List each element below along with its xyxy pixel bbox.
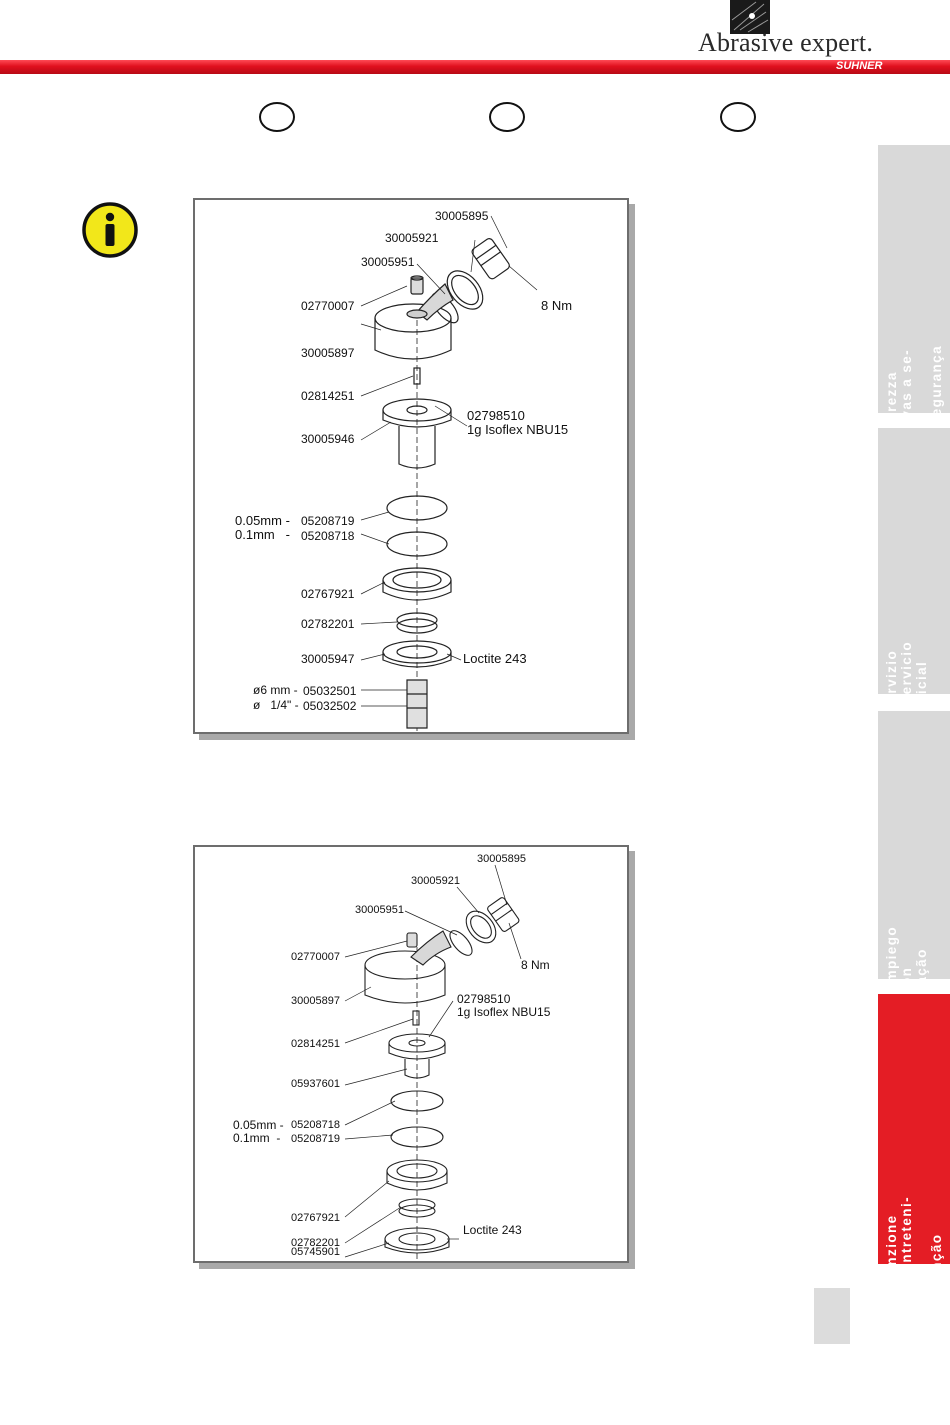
exploded-view-figure-1: [193, 198, 629, 734]
tab-maintenance[interactable]: [878, 994, 950, 1425]
page-number-box: [814, 1288, 850, 1344]
grease-note: 1g Isoflex NBU15: [467, 422, 569, 437]
tab-maintenance-label: 4. Servizio / manutenzione 4. Mantenimiento / entreteni- miento 4. Serviço / Manutenção: [884, 1196, 944, 1425]
part-label: 30005897: [291, 995, 340, 1007]
part-label: 02782201: [291, 1237, 340, 1249]
collet-size: ø6 mm -: [253, 683, 298, 697]
part-label: 05032501: [303, 684, 357, 698]
shim-thickness: 0.05mm -: [235, 513, 290, 528]
company-logo: SUHNER: [836, 60, 883, 72]
tab-operation[interactable]: [878, 711, 950, 979]
adhesive-note: Loctite 243: [463, 1223, 522, 1237]
part-label: 02814251: [291, 1038, 340, 1050]
tab-commissioning[interactable]: [878, 428, 950, 694]
torque-label: 8 Nm: [541, 298, 573, 313]
part-label: 05745901: [291, 1246, 340, 1258]
shim-thickness: 0.05mm -: [233, 1118, 284, 1132]
brand-tagline: Abrasive expert.: [698, 28, 874, 57]
part-label: 30005951: [361, 255, 415, 269]
shim-thickness: 0.1mm -: [235, 527, 290, 542]
grease-note: 1g Isoflex NBU15: [457, 1005, 551, 1019]
exploded-drawing-2: [195, 847, 627, 1261]
part-label: 02798510: [457, 992, 511, 1006]
shim-thickness: 0.1mm -: [233, 1131, 281, 1145]
page-circle-3: [720, 102, 756, 132]
part-label: 05208718: [301, 529, 355, 543]
part-label: 30005921: [385, 231, 439, 245]
part-label: 02770007: [301, 299, 355, 313]
part-label: 02770007: [291, 951, 340, 963]
page-circle-2: [489, 102, 525, 132]
part-label: 05208718: [291, 1119, 340, 1131]
part-label: 02814251: [301, 389, 355, 403]
part-label: 30005895: [435, 209, 489, 223]
part-label: 02798510: [467, 408, 525, 423]
part-label: 30005946: [301, 432, 355, 446]
part-label: 05032502: [303, 699, 357, 713]
part-label: 30005895: [477, 853, 526, 865]
part-label: 30005921: [411, 875, 460, 887]
part-label: 30005951: [355, 904, 404, 916]
page-circle-1: [259, 102, 295, 132]
part-label: 05208719: [291, 1133, 340, 1145]
part-label: 30005947: [301, 652, 355, 666]
part-label: 30005897: [301, 346, 355, 360]
adhesive-note: Loctite 243: [463, 651, 527, 666]
part-label: 02782201: [301, 617, 355, 631]
exploded-view-figure-2: [193, 845, 629, 1263]
part-label: 05937601: [291, 1078, 340, 1090]
exploded-drawing-1: [195, 200, 627, 732]
collet-size: ø 1/4" -: [253, 698, 299, 712]
part-label: 02767921: [291, 1212, 340, 1224]
tab-safety[interactable]: [878, 145, 950, 413]
part-label: 05208719: [301, 514, 355, 528]
torque-label: 8 Nm: [521, 958, 550, 972]
part-label: 02767921: [301, 587, 355, 601]
info-icon: [82, 202, 138, 258]
header-red-bar: [0, 60, 950, 74]
